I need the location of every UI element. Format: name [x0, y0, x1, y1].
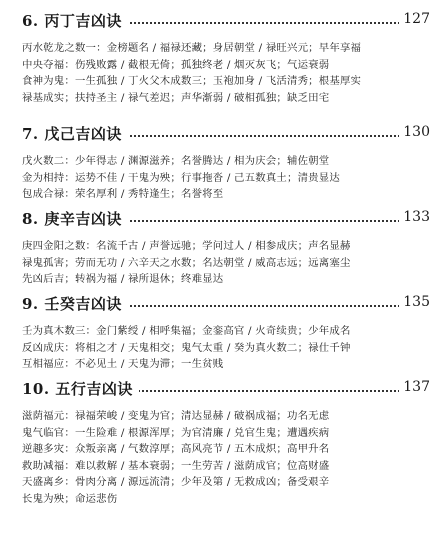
page-number: 135 [399, 294, 430, 310]
section-9 [22, 293, 434, 373]
section-title: 6. 丙丁吉凶诀 [22, 10, 128, 31]
toc-heading[interactable] [22, 208, 434, 232]
page-number: 127 [399, 11, 430, 27]
text-line: 庚四金阳之数：名流千古 / 声誉远驰；学问过人 / 相参成庆；声名显赫 [22, 240, 351, 252]
text-line: 中央夺福：伤残败露 / 截根无倚；孤独终老 / 烟灭灰飞；气运衰弱 [22, 58, 330, 71]
section-body [22, 238, 434, 288]
text-line: 先凶后吉；转祸为福 / 禄所退休；终难显达 [22, 273, 224, 286]
toc-heading[interactable] [22, 293, 434, 317]
text-line: 丙水乾龙之数一：金榜题名 / 福禄还藏；身居朝堂 / 禄旺兴元；早年享福 [22, 42, 362, 54]
text-line: 反凶成庆：将相之才 / 天鬼相交；鬼气太重 / 癸为真火数二；禄仕千钟 [22, 341, 351, 354]
page-number: 137 [399, 379, 430, 395]
text-line: 包成合禄：荣名厚利 / 秀特逢生；名誉将至 [22, 188, 224, 201]
text-line: 禄基成实；扶持圣主 / 禄气差迟；声华渐弱 / 破相孤独；缺乏田宅 [22, 91, 330, 104]
section-body [22, 153, 434, 203]
text-line: 长鬼为殃；命运悲伤 [22, 492, 118, 505]
section-8 [22, 208, 434, 288]
section-10 [22, 378, 434, 508]
page-number: 133 [399, 209, 430, 225]
section-body [22, 408, 434, 508]
toc-heading[interactable] [22, 378, 434, 402]
text-line: 救助减福：难以救解 / 基本衰弱；一生劳苦 / 滋荫成官；位高财盛 [22, 459, 330, 472]
section-title: 7. 戊己吉凶诀 [22, 123, 128, 144]
page-number: 130 [399, 124, 430, 140]
text-line: 壬为真木数三：金门紫绶 / 相呼集福；金銮高官 / 火奇续贵；少年成名 [22, 325, 351, 337]
text-line: 天盛离乡：骨肉分离 / 源远流清；少年及第 / 无救成凶；备受艰辛 [22, 476, 330, 489]
toc-heading[interactable] [22, 10, 434, 34]
toc-heading[interactable] [22, 123, 434, 147]
text-line: 戊火数二：少年得志 / 渊源滋养；名誉腾达 / 相为庆会；辅佐朝堂 [22, 155, 330, 167]
text-line: 互相福应：不必见土 / 天鬼为滞；一生贫贱 [22, 358, 224, 371]
section-7 [22, 123, 434, 203]
text-line: 食神为鬼：一生孤独 / 丁火父木成数三；玉袍加身 / 飞活清秀；根基厚实 [22, 75, 362, 88]
text-line: 滋荫福元：禄福荣峻 / 变鬼为官；清达显赫 / 破祸成福；功名无虑 [22, 410, 330, 422]
section-body [22, 323, 434, 373]
section-title: 9. 壬癸吉凶诀 [22, 293, 128, 314]
text-line: 禄鬼孤害；劳而无功 / 六辛天之水数；名达朝堂 / 威高志远；远离塞尘 [22, 256, 351, 269]
text-line: 金为相持：运势不佳 / 干鬼为殃；行事拖沓 / 己五数真土；清贵显达 [22, 171, 340, 184]
section-title: 8. 庚辛吉凶诀 [22, 208, 128, 229]
section-6 [22, 10, 434, 106]
text-line: 鬼气临官：一生险难 / 根源浑厚；为官清廉 / 兑官生鬼；遭遇疾病 [22, 426, 330, 439]
text-line: 逆趣多灾：众叛亲离 / 气数淳厚；高风亮节 / 五木成炽；高甲升名 [22, 443, 330, 456]
section-body [22, 40, 434, 106]
section-title: 10. 五行吉凶诀 [22, 378, 139, 399]
